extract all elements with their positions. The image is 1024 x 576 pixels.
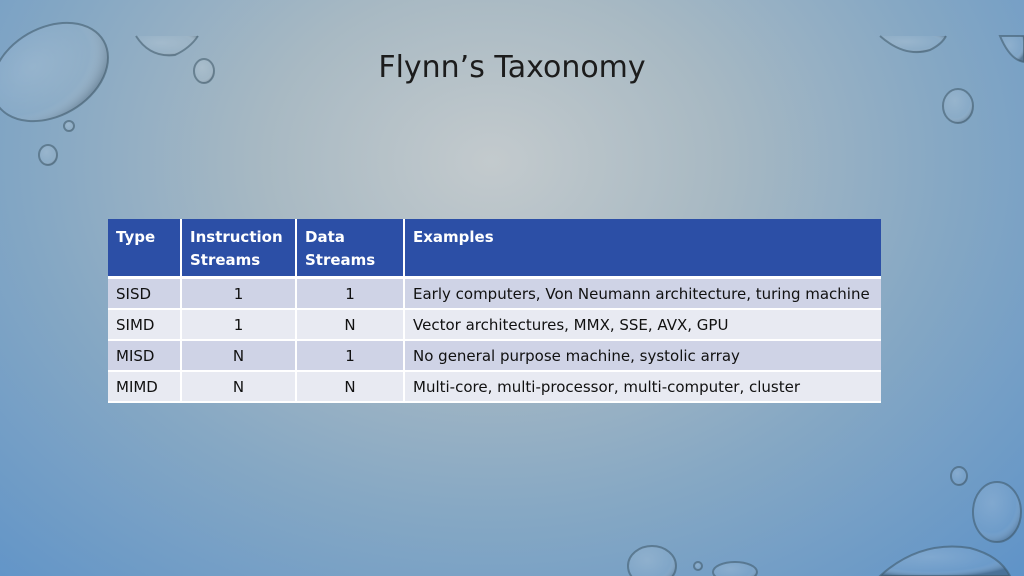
cell-data-streams: N bbox=[296, 371, 404, 402]
cell-data-streams: 1 bbox=[296, 278, 404, 310]
header-data-streams: Data Streams bbox=[296, 219, 404, 278]
table-row bbox=[108, 278, 881, 310]
table-row bbox=[108, 371, 881, 402]
slide-title: Flynn’s Taxonomy bbox=[378, 50, 646, 85]
cell-data-streams: 1 bbox=[296, 340, 404, 371]
drop-group-bottom-right bbox=[628, 467, 1021, 576]
cell-instruction-streams: N bbox=[181, 371, 296, 402]
cell-examples: Multi-core, multi-processor, multi-computer, cluster bbox=[404, 371, 881, 402]
cell-examples: Vector architectures, MMX, SSE, AVX, GPU bbox=[404, 309, 881, 340]
cell-type: MIMD bbox=[108, 371, 181, 402]
cell-examples: No general purpose machine, systolic array bbox=[404, 340, 881, 371]
taxonomy-table bbox=[108, 219, 881, 403]
cell-instruction-streams: 1 bbox=[181, 278, 296, 310]
cell-type: MISD bbox=[108, 340, 181, 371]
cell-type: SIMD bbox=[108, 309, 181, 340]
table-row bbox=[108, 309, 881, 340]
header-instruction-streams: Instruction Streams bbox=[181, 219, 296, 278]
table-row bbox=[108, 340, 881, 371]
header-type: Type bbox=[108, 219, 181, 278]
cell-type: SISD bbox=[108, 278, 181, 310]
table-header-row bbox=[108, 219, 881, 278]
cell-examples: Early computers, Von Neumann architecture, turing machine bbox=[404, 278, 881, 310]
header-examples: Examples bbox=[404, 219, 881, 278]
cell-instruction-streams: N bbox=[181, 340, 296, 371]
cell-instruction-streams: 1 bbox=[181, 309, 296, 340]
cell-data-streams: N bbox=[296, 309, 404, 340]
